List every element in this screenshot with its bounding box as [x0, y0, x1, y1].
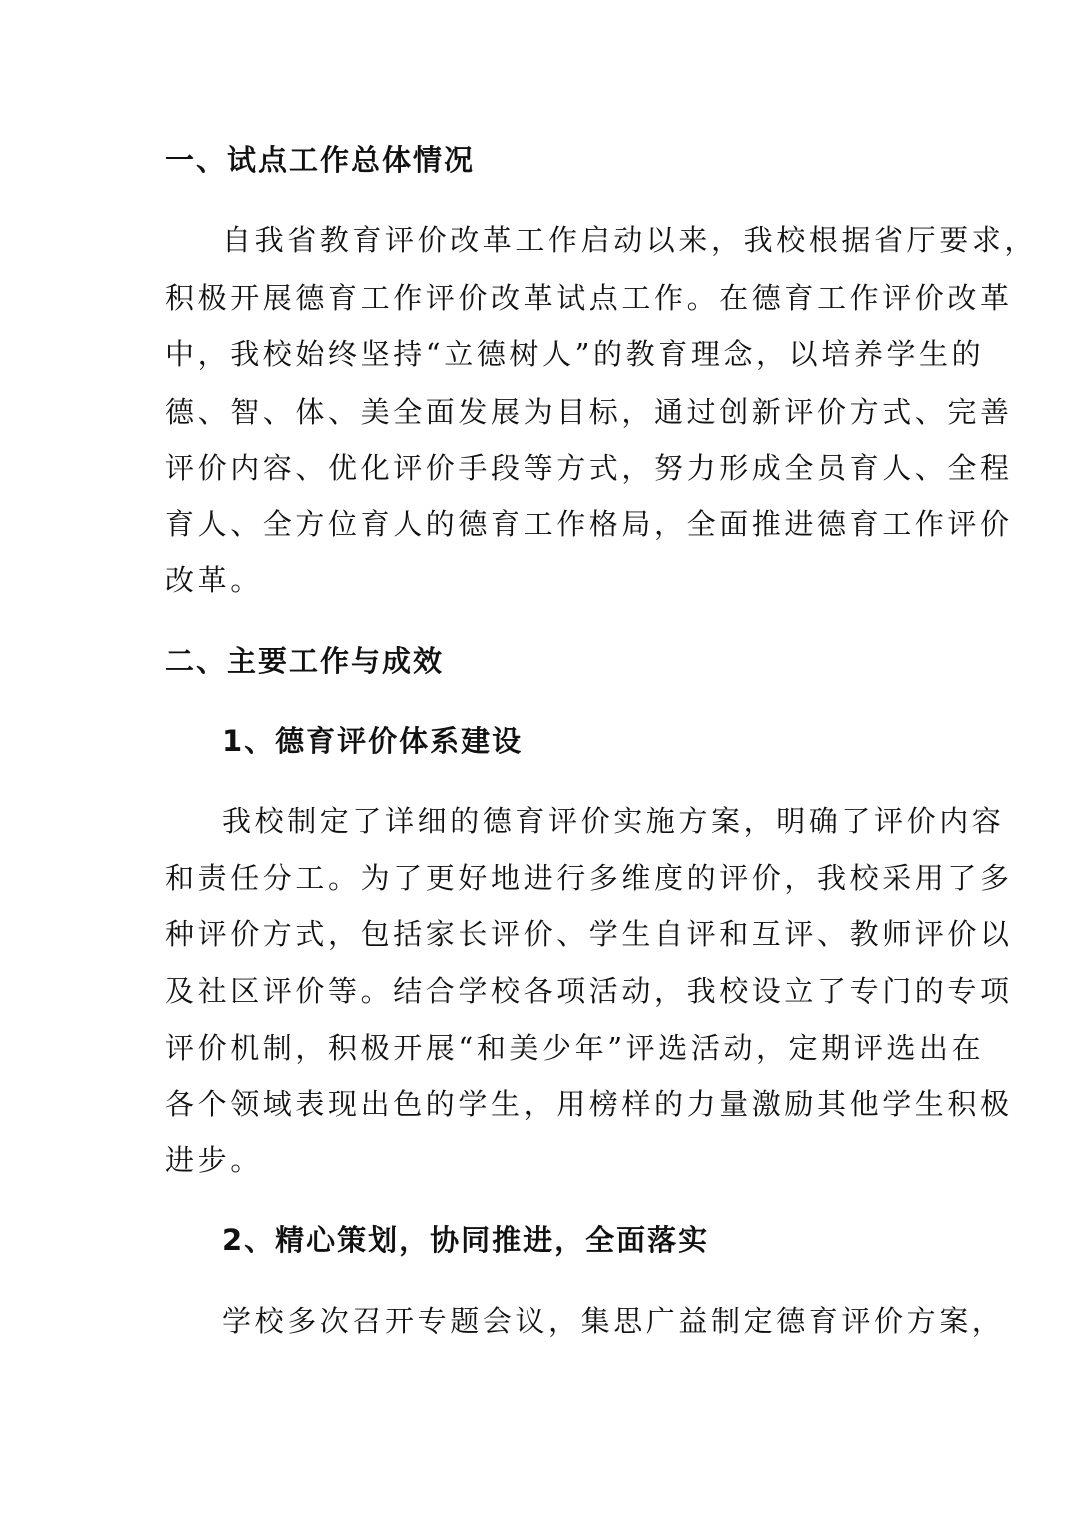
section-1-paragraph-line: 积极开展德育工作评价改革试点工作。在德育工作评价改革 — [165, 281, 1013, 315]
subsection-1-paragraph-line: 及社区评价等。结合学校各项活动，我校设立了专门的专项 — [165, 974, 1013, 1008]
section-1-paragraph-line: 自我省教育评价改革工作启动以来，我校根据省厅要求， — [222, 223, 1038, 257]
section-1-paragraph-line: 评价内容、优化评价手段等方式，努力形成全员育人、全程 — [165, 451, 1013, 485]
subsection-1-paragraph-line: 各个领域表现出色的学生，用榜样的力量激励其他学生积极 — [165, 1087, 1013, 1121]
subsection-2-heading: 2、精心策划，协同推进，全面落实 — [222, 1223, 710, 1257]
subsection-1-paragraph-line: 我校制定了详细的德育评价实施方案，明确了评价内容 — [222, 804, 1005, 838]
section-1-paragraph-line: 改革。 — [165, 563, 263, 597]
subsection-1-paragraph-line: 评价机制，积极开展“和美少年”评选活动，定期评选出在 — [165, 1031, 985, 1065]
subsection-2-paragraph-line: 学校多次召开专题会议，集思广益制定德育评价方案， — [222, 1304, 1005, 1338]
subsection-1-paragraph-line: 种评价方式，包括家长评价、学生自评和互评、教师评价以 — [165, 917, 1013, 951]
subsection-1-heading: 1、德育评价体系建设 — [222, 724, 524, 758]
section-1-paragraph-line: 德、智、体、美全面发展为目标，通过创新评价方式、完善 — [165, 395, 1013, 429]
section-1-paragraph-line: 中，我校始终坚持“立德树人”的教育理念，以培养学生的 — [165, 337, 985, 371]
subsection-1-paragraph-line: 和责任分工。为了更好地进行多维度的评价，我校采用了多 — [165, 861, 1013, 895]
section-2-heading: 二、主要工作与成效 — [165, 644, 445, 678]
section-1-paragraph-line: 育人、全方位育人的德育工作格局，全面推进德育工作评价 — [165, 507, 1013, 541]
subsection-1-paragraph-line: 进步。 — [165, 1143, 263, 1177]
section-1-heading: 一、试点工作总体情况 — [165, 143, 476, 177]
